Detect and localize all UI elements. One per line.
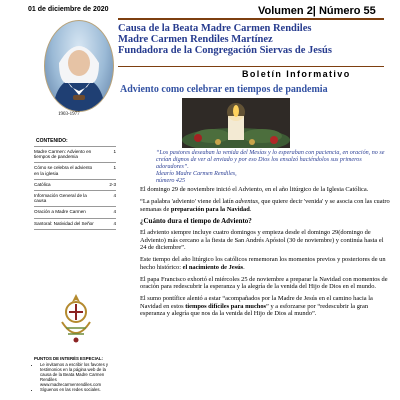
contents-item-label: Cómo se celebra el adviento en la iglesia <box>34 165 93 176</box>
cause-line-3: Fundadora de la Congregación Siervas de Jesús <box>118 45 332 56</box>
contents-item-label: Santoral: Natividad del Señor <box>34 220 94 226</box>
contents-item[interactable] <box>34 218 116 230</box>
contents-item-page: 4 <box>113 209 116 215</box>
contents-item[interactable] <box>34 190 116 206</box>
contents-item[interactable] <box>34 206 116 217</box>
article-paragraph: El adviento siempre incluye cuatro domingos y empieza desde el domingo 29(domingo de Adviento) más cercano a la fiesta de San Andrés Apóstol (30 de noviembre) y continúa hasta el 24 de diciembre”. <box>140 229 384 251</box>
congregation-emblem-icon <box>54 292 98 344</box>
bold-phrase: tiempos difíciles para muchos <box>185 302 267 310</box>
quote-number: número 425 <box>156 178 186 184</box>
portrait-image <box>44 20 114 112</box>
contents-item-label: Católica <box>34 181 51 187</box>
contents-item-page: 1 <box>113 149 116 154</box>
contents-item[interactable] <box>34 162 116 178</box>
text-span: . <box>249 205 252 213</box>
contents-title: CONTENIDO: <box>36 138 68 144</box>
bold-phrase: preparación para la Navidad <box>170 205 250 213</box>
article-paragraph <box>140 295 390 318</box>
text-span: El sumo pontífice alentó a estar “acompañados por la Madre de Jesús en el camino hacia la Navidad en estos <box>140 295 373 310</box>
bulletin-label: Boletín Informativo <box>242 69 351 79</box>
article-title: Adviento como celebrar en tiempos de pandemia <box>120 84 328 95</box>
advent-wreath-image <box>182 98 290 148</box>
bold-phrase: el nacimiento de Jesús <box>182 263 244 271</box>
cause-line-2: Madre Carmen Rendiles Martínez <box>118 34 273 45</box>
interest-list <box>34 362 118 392</box>
cause-heading <box>118 23 388 56</box>
interest-item: • Le invitamos a escribir los favores y testimonios en la página web de la causa de la Beata Madre Carmen Rendiles www.madrecarmenrendiles.com <box>40 362 118 387</box>
contents-list <box>34 146 116 230</box>
article-body <box>140 186 390 322</box>
contents-item-page: 2-3 <box>109 181 116 187</box>
quote-block <box>156 150 386 185</box>
contents-item-page: 4 <box>113 193 116 199</box>
text-span: . <box>243 263 245 271</box>
quote-author: Idearío Madre Carmen Rendiles, <box>156 171 237 177</box>
contents-item-page: 1 <box>113 165 116 171</box>
contents-item-label: Información General de la causa <box>34 193 87 204</box>
contents-item[interactable] <box>34 179 116 190</box>
contents-item[interactable] <box>34 146 116 162</box>
bulletin-rule <box>118 66 384 67</box>
contents-item-page: 4 <box>113 220 116 226</box>
text-span: Este tiempo del año litúrgico los católicos rememoran los momentos previos y posteriores de un hecho histórico: <box>140 256 386 271</box>
quote-text: “Los pastores deseaban la venida del Mesías y lo esperaban con paciencia, en oración, no se creían dignos de ver al enviado y por eso Dios los ensalzó haciéndolos sus primeros adoradores”. <box>156 150 385 170</box>
latin-word: adventus <box>235 198 258 205</box>
section-heading: ¿Cuánto dura el tiempo de Adviento? <box>140 216 252 225</box>
issue-date: 01 de diciembre de 2020 <box>28 6 109 13</box>
contents-item-label: Oración a Madre Carmen <box>34 209 86 215</box>
volume-number: Volumen 2| Número 55 <box>258 5 376 17</box>
article-paragraph <box>140 198 390 213</box>
special-interest-box <box>34 356 118 392</box>
interest-title: PUNTOS DE INTERÉS ESPECIAL: <box>34 356 103 361</box>
header-rule <box>118 18 384 20</box>
interest-item: • Síguenos en las redes sociales. <box>40 387 118 392</box>
article-paragraph: El domingo 29 de noviembre inició el Adviento, en el año litúrgico de la Iglesia Católica. <box>140 186 369 193</box>
contents-item-label: Madre Carmen: Adviento en tiempos de pandemia <box>34 149 92 160</box>
text-span: ” y a esforzarse por “redescubrir la gran esperanza y alegría que nos da la venida del Hijo de Dios al mundo”. <box>140 302 369 317</box>
article-paragraph <box>140 256 390 271</box>
cause-line-1: Causa de la Beata Madre Carmen Rendiles <box>118 23 312 34</box>
article-paragraph: El papa Francisco exhortó el miércoles 25 de noviembre a preparar la Navidad con momentos de oración para redescubrir la esperanza y la alegría de la venida del Hijo de Dios en el mundo. <box>140 275 388 290</box>
text-span: , que quiere decir 'venida' y se asocia con las cuatro semanas de <box>140 198 390 213</box>
text-span: “La palabra 'adviento' viene del latín <box>140 198 236 205</box>
portrait-years: 1903-1977 <box>58 112 80 117</box>
